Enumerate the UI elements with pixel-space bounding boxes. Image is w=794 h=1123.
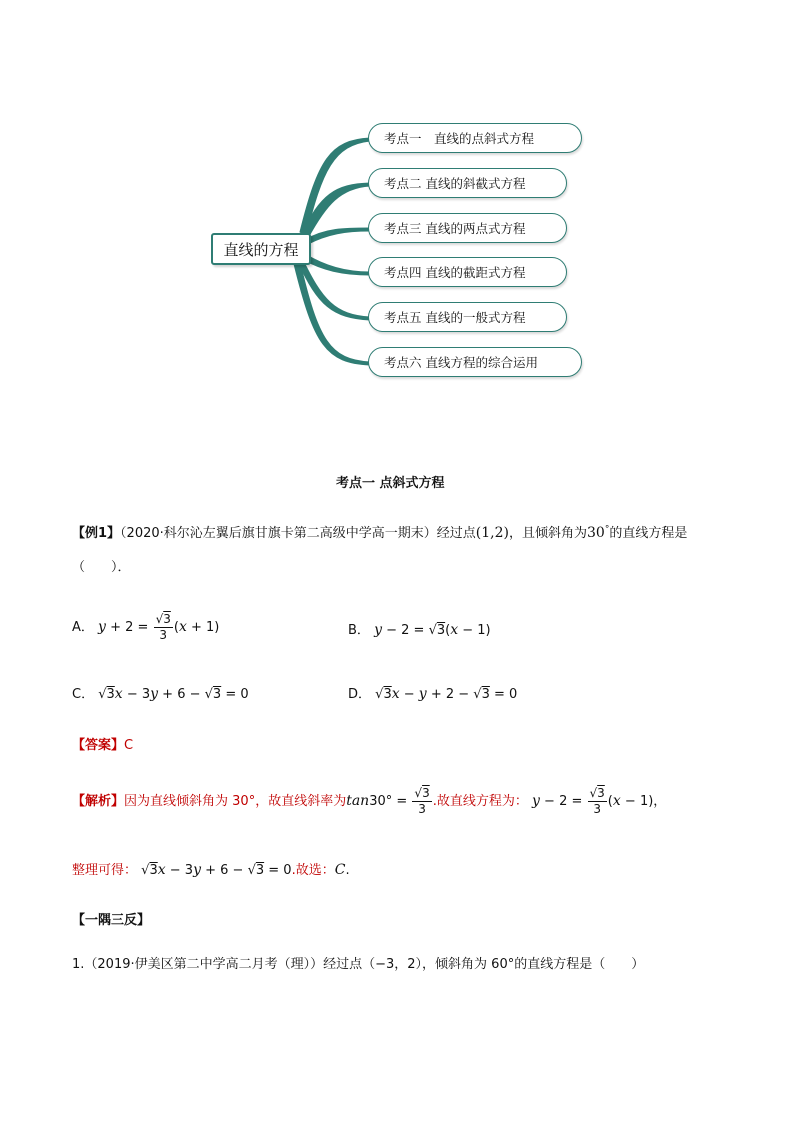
option-d-label: D．	[348, 687, 372, 702]
option-a: A． y + 2 = $\frac{√3}{3}$ (x + 1)	[72, 612, 220, 642]
section-title: 考点一 点斜式方程	[336, 476, 445, 491]
analysis-text-2: .故直线方程为：	[432, 794, 528, 809]
answer-label: 【答案】	[72, 738, 125, 753]
option-b: B． y − 2 = √3(x − 1)	[348, 622, 491, 638]
answer	[72, 734, 133, 753]
mindmap-node-4	[368, 257, 567, 287]
answer-value: C	[124, 738, 134, 753]
mindmap-node-label: 考点六 直线方程的综合运用	[384, 355, 538, 370]
option-c-label: C．	[72, 687, 95, 702]
analysis-text-1: 因为直线倾斜角为 30°，故直线斜率为	[124, 794, 347, 809]
example-mid: ，且倾斜角为	[508, 526, 587, 541]
example-point: (1,2)	[475, 525, 509, 541]
example-end: 的直线方程是	[609, 526, 688, 541]
example-question	[72, 522, 687, 541]
analysis-end: .	[345, 863, 350, 878]
mindmap-node-label: 考点五 直线的一般式方程	[384, 310, 526, 325]
mindmap-node-6	[368, 347, 582, 377]
example-source: （2020·科尔沁左翼后旗甘旗卡第二高级中学高一期末）经过点	[120, 526, 476, 541]
option-d: D． √3x − y + 2 − √3 = 0	[348, 686, 518, 702]
mindmap-node-5	[368, 302, 567, 332]
analysis-line2-prefix: 整理可得：	[72, 863, 138, 878]
mindmap-node-1	[368, 123, 582, 153]
analysis-line-1: 【解析】因为直线倾斜角为 30°，故直线斜率为tan30° = $\frac{√3}{3}$ .故直线方程为： y − 2 = $\frac{√3}{3}$ (x − 1)，	[72, 786, 667, 816]
mindmap-root	[211, 233, 311, 265]
mindmap-node-2	[368, 168, 567, 198]
mindmap-node-label: 考点二 直线的斜截式方程	[384, 176, 526, 191]
example-tag: 【例1】	[72, 526, 121, 541]
practice-question-1: 1.（2019·伊美区第二中学高二月考（理））经过点（−3，2），倾斜角为 60°的直线方程是（ ）	[72, 957, 645, 972]
analysis-line2-suffix: .故选：	[291, 863, 335, 878]
option-c: C． √3x − 3y + 6 − √3 = 0	[72, 686, 249, 702]
example-angle: 30	[586, 525, 605, 541]
mindmap-node-label: 考点三 直线的两点式方程	[384, 221, 526, 236]
mindmap-node-3	[368, 213, 567, 243]
analysis-text-3: ，	[653, 794, 667, 809]
analysis-line-2: 整理可得： √3x − 3y + 6 − √3 = 0.故选：C.	[72, 862, 350, 878]
option-b-label: B．	[348, 623, 370, 638]
analysis-label: 【解析】	[72, 794, 125, 809]
mindmap-root-label: 直线的方程	[223, 240, 299, 259]
option-a-label: A．	[72, 620, 94, 635]
example-deg: °	[604, 524, 610, 535]
practice-title: 【一隅三反】	[72, 913, 151, 928]
example-blank: （ ）．	[72, 560, 131, 575]
analysis-choice: C	[334, 862, 346, 878]
mindmap-node-label: 考点四 直线的截距式方程	[384, 265, 526, 280]
mindmap-node-label: 考点一 直线的点斜式方程	[384, 131, 535, 146]
